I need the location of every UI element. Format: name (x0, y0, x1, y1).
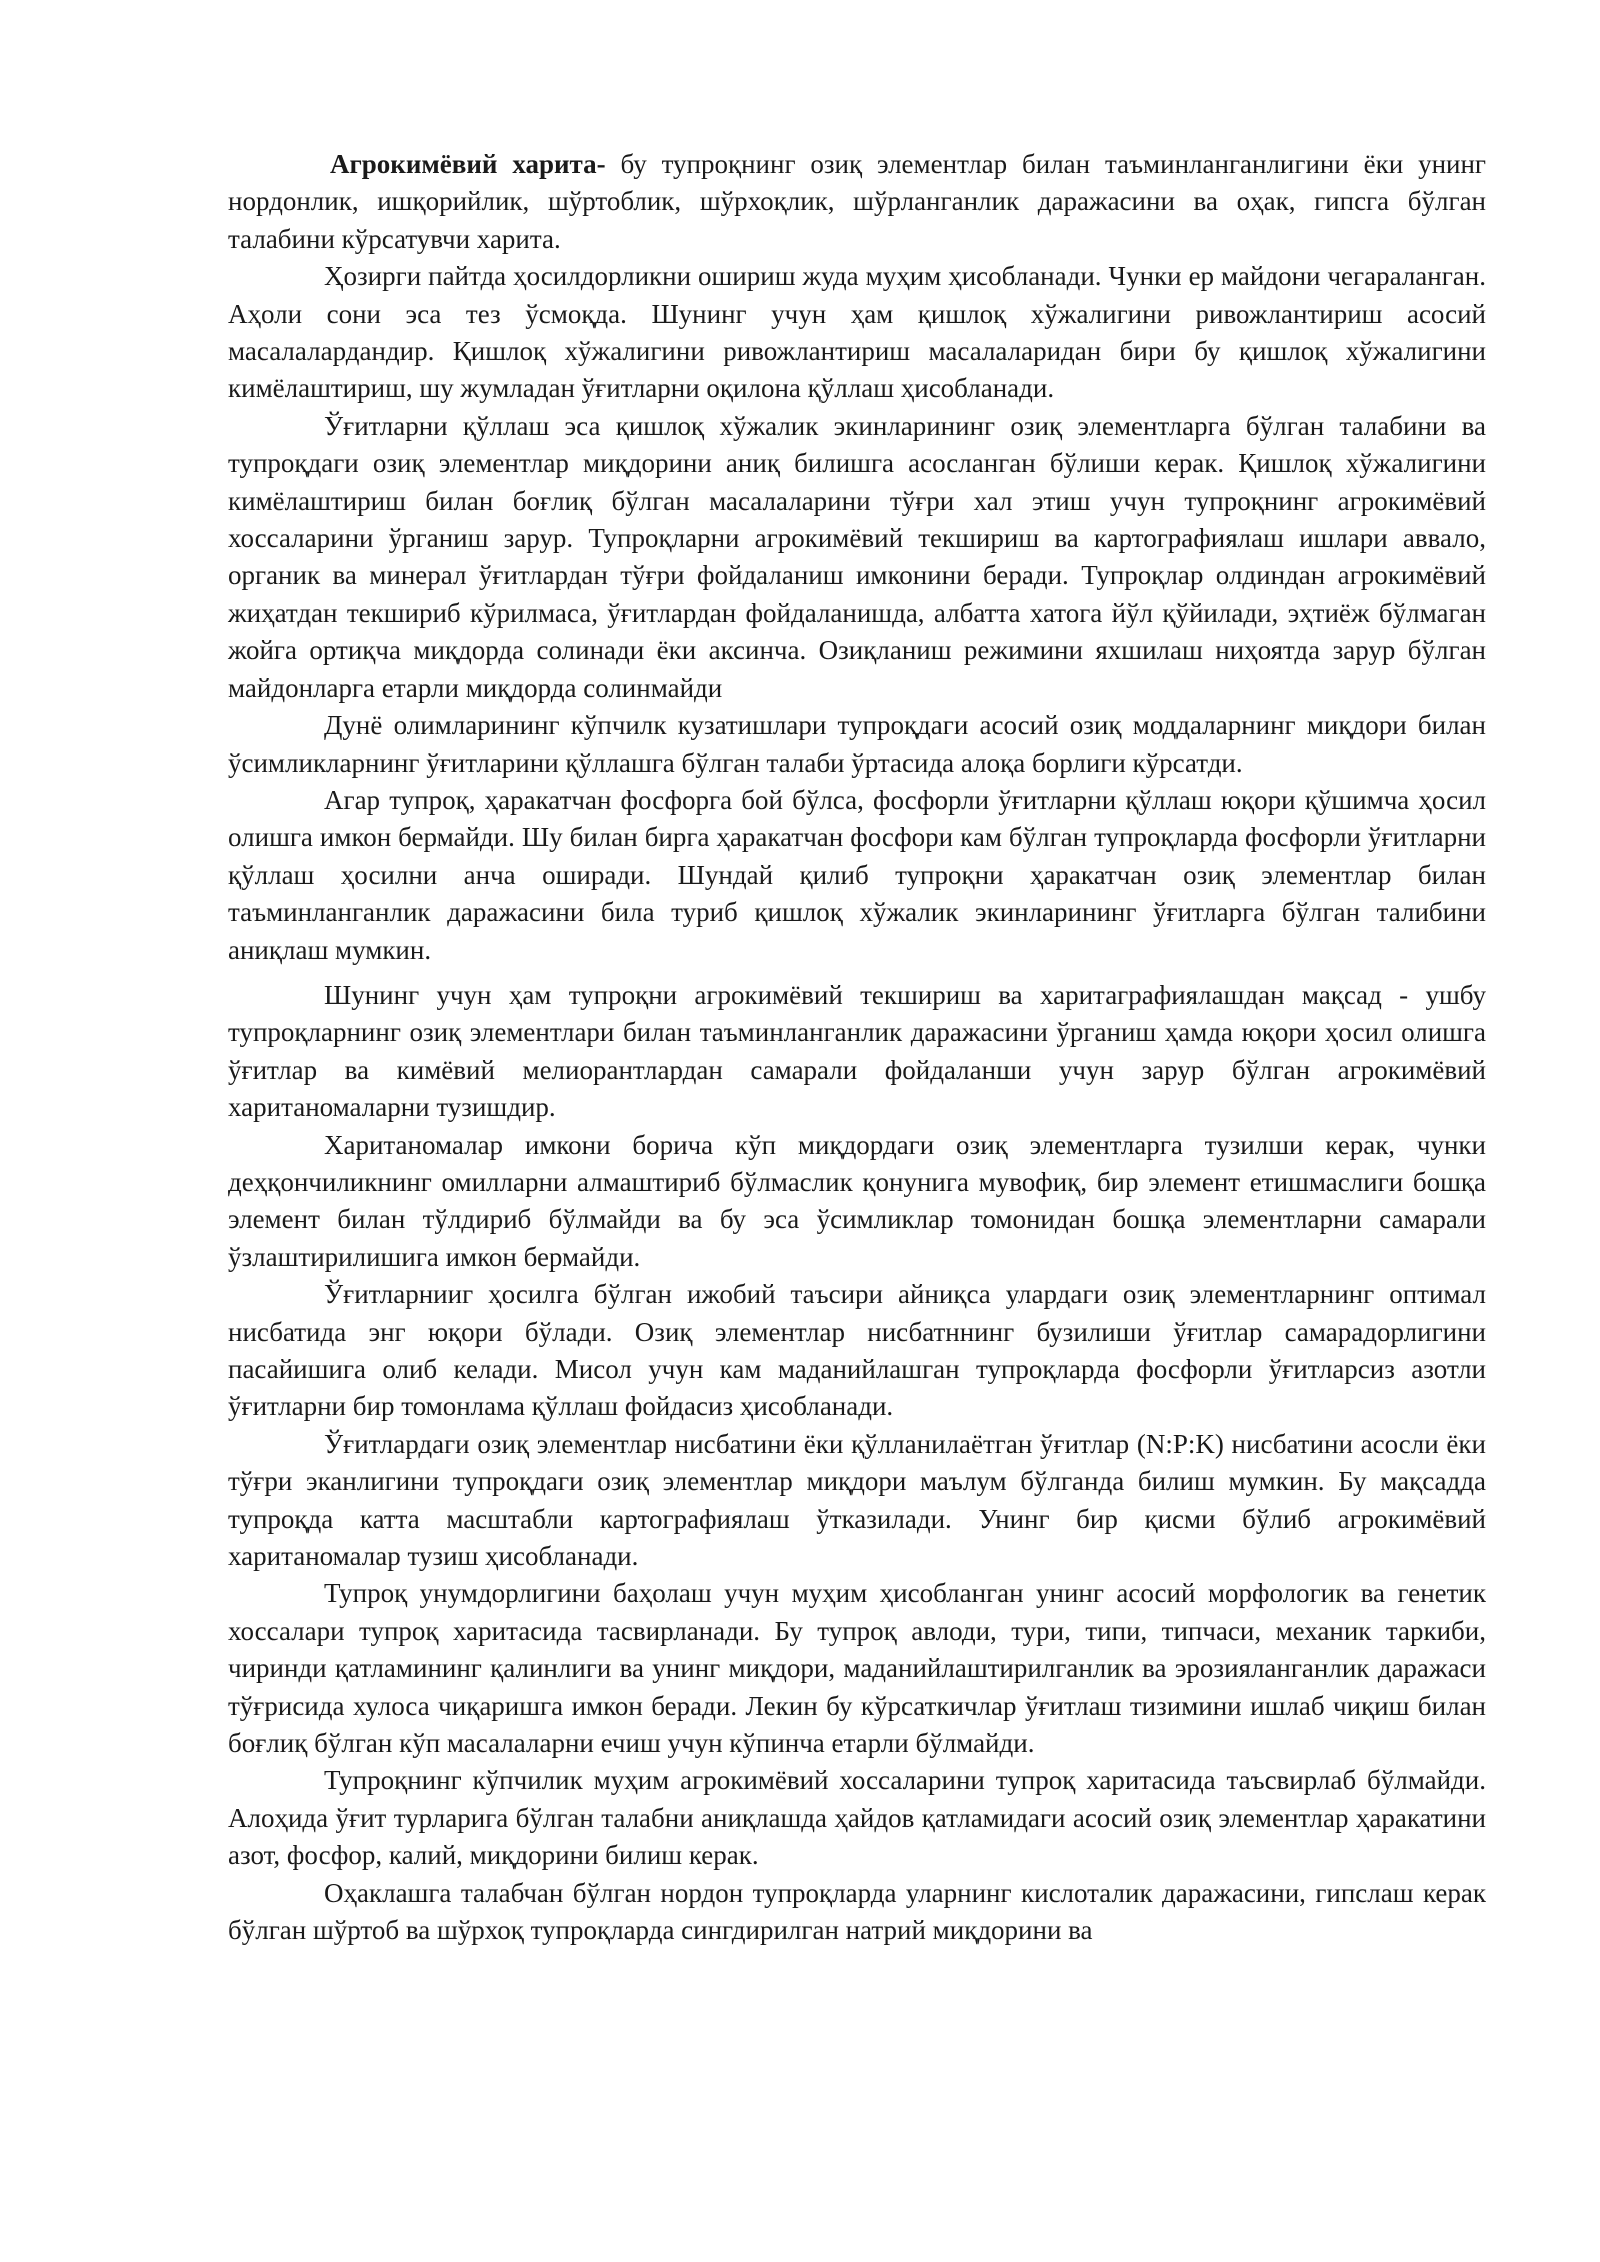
paragraph: Ўғитларни қўллаш эса қишлоқ хўжалик экинларининг озиқ элементларга бўлган талабини ва тупроқдаги озиқ элементлар миқдорини аниқ билишга асосланган бўлиши керак. Қишлоқ хўжалигини кимёлаштириш билан боғлиқ бўлган масалаларини тўғри хал этиш учун тупроқнинг агрокимёвий хоссаларини ўрганиш зарур. Тупроқларни агрокимёвий текшириш ва картографиялаш ишлари аввало, органик ва минерал ўғитлардан тўғри фойдаланиш имконини беради. Тупроқлар олдиндан агрокимёвий жиҳатдан текшириб кўрилмаса, ўғитлардан фойдаланишда, албатта хатога йўл қўйилади, эҳтиёж бўлмаган жойга ортиқча миқдорда солинади ёки аксинча. Озиқланиш режимини яхшилаш ниҳоятда зарур бўлган майдонларга етарли миқдорда солинмайди (228, 410, 1486, 703)
paragraph: Оҳаклашга талабчан бўлган нордон тупроқларда уларнинг кислоталик даражасини, гипслаш керак бўлган шўртоб ва шўрхоқ тупроқларда сингдирилган натрий миқдорини ва (228, 1877, 1486, 1946)
lead-definition: бу тупроқнинг озиқ элементлар билан таъминланганлигини ёки унинг нордонлик, ишқорийлик, шўртоблик, шўрхоқлик, шўрланганлик даражасини ва оҳак, гипсга бўлган талабини кўрсатувчи харита. (228, 149, 1487, 254)
paragraph: Агар тупроқ, ҳаракатчан фосфорга бой бўлса, фосфорли ўғитларни қўллаш юқори қўшимча ҳосил олишга имкон бермайди. Шу билан бирга ҳаракатчан фосфори кам бўлган тупроқларда фосфорли ўғитларни қўллаш ҳосилни анча оширади. Шундай қилиб тупроқни ҳаракатчан озиқ элементлар билан таъминланганлик даражасини била туриб қишлоқ хўжалик экинларининг ўғитларга бўлган талибини аниқлаш мумкин. (228, 784, 1486, 965)
document-page (228, 146, 1486, 1950)
paragraph: Ўғитлардаги озиқ элементлар нисбатини ёки қўлланилаётган ўғитлар (N:P:K) нисбатини асосли ёки тўғри эканлигини тупроқдаги озиқ элементлар миқдори маълум бўлганда билиш мумкин. Бу мақсадда тупроқда катта масштабли картографиялаш ўтказилади. Унинг бир қисми бўлиб агрокимёвий хаританомалар тузиш ҳисобланади. (228, 1428, 1486, 1572)
paragraph: Тупроқ унумдорлигини баҳолаш учун муҳим ҳисобланган унинг асосий морфологик ва генетик хоссалари тупроқ харитасида тасвирланади. Бу тупроқ авлоди, тури, типи, типчаси, механик таркиби, чиринди қатламининг қалинлиги ва унинг миқдори, маданийлаштирилганлик ва эрозияланганлик даражаси тўғрисида хулоса чиқаришга имкон беради. Лекин бу кўрсаткичлар ўғитлаш тизимини ишлаб чиқиш билан боғлиқ бўлган кўп масалаларни ечиш учун кўпинча етарли бўлмайди. (228, 1578, 1486, 1759)
paragraph: Дунё олимларининг кўпчилк кузатишлари тупроқдаги асосий озиқ моддаларнинг миқдори билан ўсимликларнинг ўғитларини қўллашга бўлган талаби ўртасида алоқа борлиги кўрсатди. (228, 710, 1486, 778)
paragraph: Тупроқнинг кўпчилик муҳим агрокимёвий хоссаларини тупроқ харитасида таъсвирлаб бўлмайди. Алоҳида ўғит турларига бўлган талабни аниқлашда ҳайдов қатламидаги асосий озиқ элементлар ҳаракатини азот, фосфор, калий, миқдорини билиш керак. (228, 1765, 1486, 1871)
paragraph: Хаританомалар имкони борича кўп миқдордаги озиқ элементларга тузилши керак, чунки деҳқончиликнинг омилларни алмаштириб бўлмаслик қонунига мувофиқ, бир элемент етишмаслиги бошқа элемент билан тўлдириб бўлмайди ва бу эса ўсимликлар томонидан бошқа элементларни самарали ўзлаштирилишига имкон бермайди. (228, 1129, 1486, 1272)
intro-paragraph (228, 146, 1486, 258)
paragraph: Шунинг учун ҳам тупроқни агрокимёвий текшириш ва харитаграфиялашдан мақсад - ушбу тупроқларнинг озиқ элементлари билан таъминланганлик даражасини ўрганиш ҳамда юқори ҳосил олишга ўғитлар ва кимёвий мелиорантлардан самарали фойдаланши учун зарур бўлган агрокимёвий хаританомаларни тузишдир. (228, 979, 1486, 1123)
lead-term: Агрокимёвий харита- (330, 149, 606, 179)
paragraph: Ўғитларнииг ҳосилга бўлган ижобий таъсири айниқса улардаги озиқ элементларнинг оптимал нисбатида энг юқори бўлади. Озиқ элементлар нисбатннинг бузилиши ўғитлар самарадорлигини пасайишига олиб келади. Мисол учун кам маданийлашган тупроқларда фосфорли ўғитларсиз азотли ўғитларни бир томонлама қўллаш фойдасиз ҳисобланади. (228, 1279, 1486, 1422)
paragraph: Ҳозирги пайтда ҳосилдорликни ошириш жуда муҳим ҳисобланади. Чунки ер майдони чегараланган. Аҳоли сони эса тез ўсмоқда. Шунинг учун ҳам қишлоқ хўжалигини ривожлантириш асосий масалалардандир. Қишлоқ хўжалигини ривожлантириш масалаларидан бири бу қишлоқ хўжалигини кимёлаштириш, шу жумладан ўғитларни оқилона қўллаш ҳисобланади. (228, 261, 1486, 404)
